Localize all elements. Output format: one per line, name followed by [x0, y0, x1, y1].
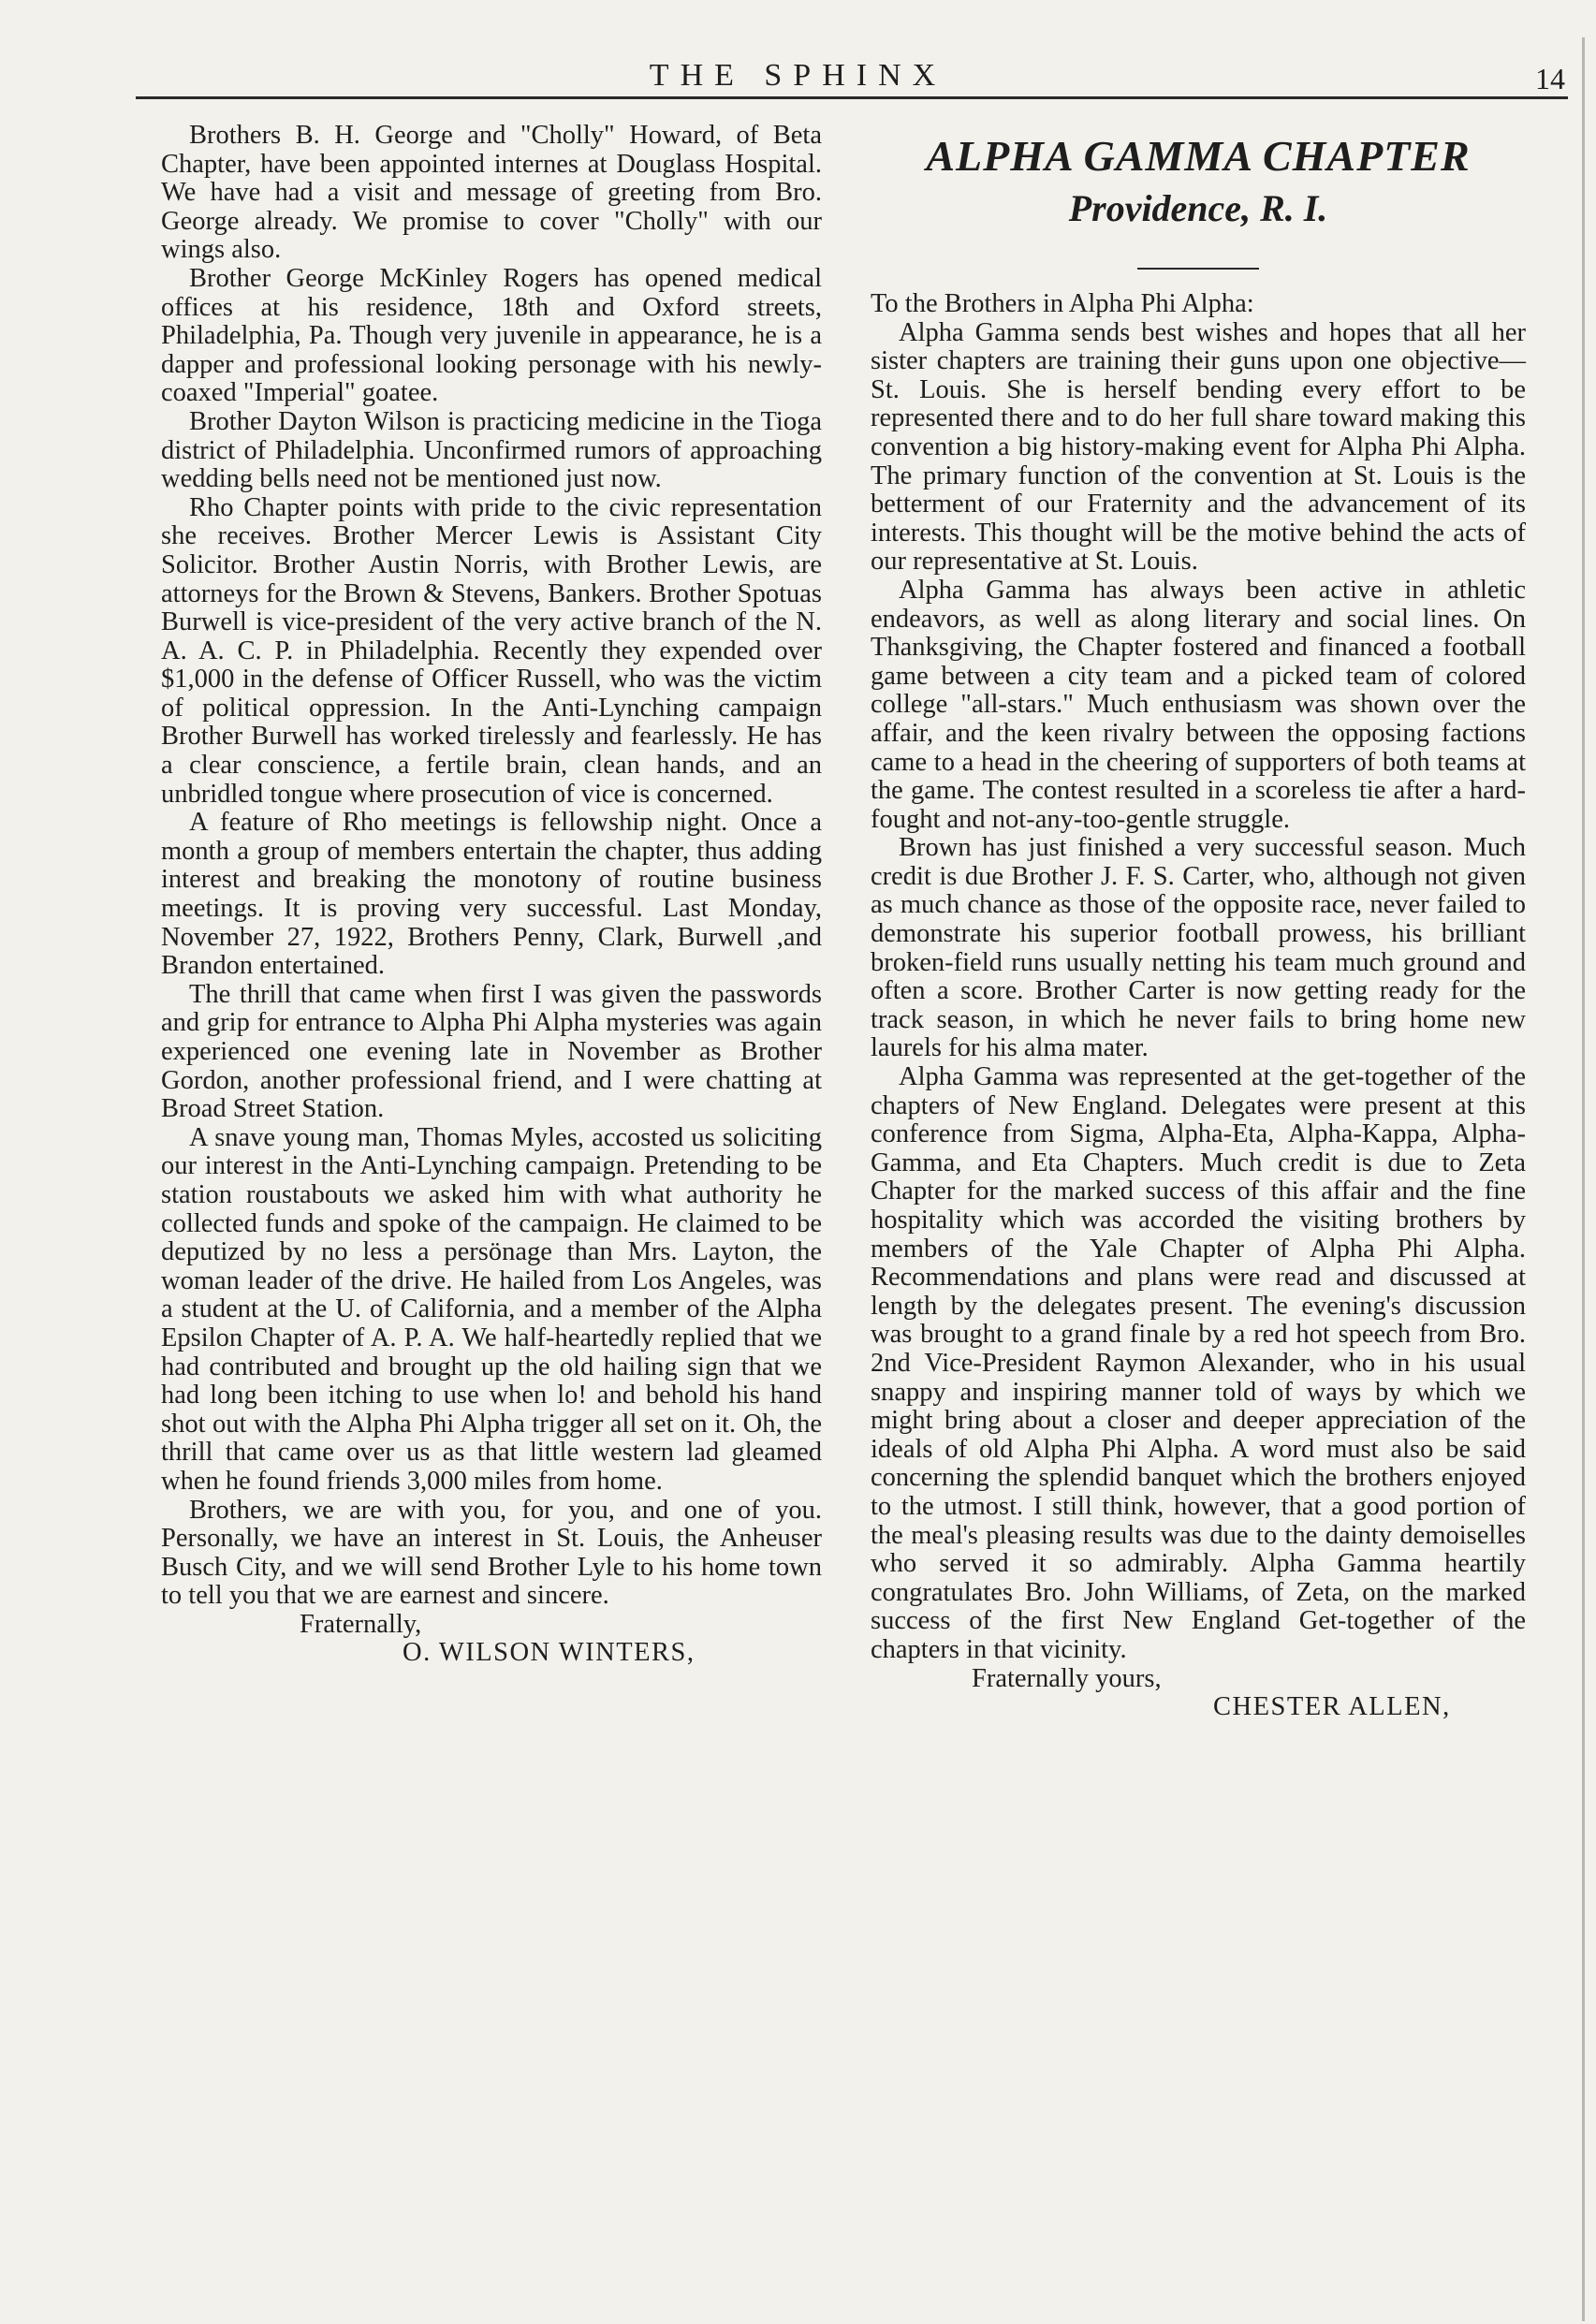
article-paragraph: Rho Chapter points with pride to the civic representation she receives. Brother Mercer Lewis is Assistant City Solicitor. Brother Austin Norris, with Brother Lewis, are attorneys for the Brown & Stevens, Bankers. Brother Spotuas Burwell is vice-president of the very active branch of the N. A. A. C. P. in Philadelphia. Recently they expended over $1,000 in the defense of Officer Russell, who was the victim of political oppression. In the Anti-Lynching campaign Brother Burwell has worked tirelessly and fearlessly. He has a clear conscience, a fertile brain, clean hands, and an unbridled tongue where prosecution of vice is concerned.: [161, 492, 822, 809]
title-divider: [1137, 268, 1259, 270]
article-paragraph: The thrill that came when first I was given the passwords and grip for entrance to Alpha Phi Alpha mysteries was again experienced one evening late in November as Brother Gordon, another professional friend, and I were chatting at Broad Street Station.: [161, 979, 822, 1124]
chapter-location: Providence, R. I.: [1068, 187, 1328, 229]
article-paragraph: Brothers B. H. George and "Cholly" Howard, of Beta Chapter, have been appointed internes at Douglass Hospital. We have had a visit and message of greeting from Bro. George already. We promise to cover "Cholly" with our wings also.: [161, 121, 822, 265]
running-title: THE SPHINX: [649, 58, 947, 93]
article-paragraph: Alpha Gamma has always been active in athletic endeavors, as well as along literary and social lines. On Thanksgiving, the Chapter fostered and financed a football game between a city team and a picked team of colored college "all-stars." Much enthusiasm was shown over the affair, and the keen rivalry between the opposing factions came to a head in the cheering of supporters of both teams at the game. The contest resulted in a scoreless tie after a hard-fought and not-any-too-gentle struggle.: [871, 575, 1526, 834]
chapter-title: ALPHA GAMMA CHAPTER: [926, 132, 1471, 180]
salutation: To the Brothers in Alpha Phi Alpha:: [871, 289, 1254, 318]
author-signature: O. WILSON WINTERS,: [403, 1638, 696, 1668]
article-paragraph: Brothers, we are with you, for you, and one of you. Personally, we have an interest in St. Louis, the Anheuser Busch City, and we will send Brother Lyle to his home town to tell you that we are earnest and sincere.: [161, 1495, 822, 1611]
article-paragraph: A feature of Rho meetings is fellowship night. Once a month a group of members entertain the chapter, thus adding interest and breaking the monotony of routine business meetings. It is proving very successful. Last Monday, November 27, 1922, Brothers Penny, Clark, Burwell ,and Brandon entertained.: [161, 808, 822, 981]
page-edge-shadow: [1582, 37, 1585, 2321]
article-paragraph: Brother Dayton Wilson is practicing medicine in the Tioga district of Philadelphia. Unconfirmed rumors of approaching wedding bells need not be mentioned just now.: [161, 406, 822, 494]
page-number: 14: [1535, 62, 1565, 95]
article-paragraph: Alpha Gamma sends best wishes and hopes that all her sister chapters are training their guns upon one objective—St. Louis. She is herself bending every effort to be represented there and to do her full share toward making this convention a big history-making event for Alpha Phi Alpha. The primary function of the convention at St. Louis is the betterment of our Fraternity and the advancement of its interests. This thought will be the motive behind the acts of our representative at St. Louis.: [871, 317, 1526, 577]
header-rule: [136, 96, 1568, 99]
closing-line: Fraternally,: [300, 1609, 422, 1639]
article-paragraph: Alpha Gamma was represented at the get-together of the chapters of New England. Delegates were present at this conference from Sigma, Alpha-Eta, Alpha-Kappa, Alpha-Gamma, and Eta Chapters. Much credit is due to Zeta Chapter for the marked success of this affair and the fine hospitality which was accorded the visiting brothers by members of the Yale Chapter of Alpha Phi Alpha. Recommendations and plans were read and discussed at length by the delegates present. The evening's discussion was brought to a grand finale by a red hot speech from Bro. 2nd Vice-President Raymon Alexander, who in his usual snappy and inspiring manner told of ways by which we might bring about a closer and deeper appreciation of the ideals of old Alpha Phi Alpha. A word must also be said concerning the splendid banquet which the brothers enjoyed to the utmost. I still think, however, that a good portion of the meal's pleasing results was due to the dainty demoiselles who served it so admirably. Alpha Gamma heartily congratulates Bro. John Williams, of Zeta, on the marked success of the first New England Get-together of the chapters in that vicinity.: [871, 1062, 1526, 1664]
article-paragraph: A snave young man, Thomas Myles, accosted us soliciting our interest in the Anti-Lynching campaign. Pretending to be station roustabouts we asked him with what authority he collected funds and spoke of the campaign. He claimed to be deputized by no less a persönage than Mrs. Layton, the woman leader of the drive. He hailed from Los Angeles, was a student at the U. of California, and a member of the Alpha Epsilon Chapter of A. P. A. We half-heartedly replied that we had contributed and brought up the old hailing sign that we had long been itching to use when lo! and behold his hand shot out with the Alpha Phi Alpha trigger all set on it. Oh, the thrill that came over us as that little western lad gleamed when he found friends 3,000 miles from home.: [161, 1122, 822, 1496]
article-paragraph: Brown has just finished a very successful season. Much credit is due Brother J. F. S. Carter, who, although not given as much chance as those of the opposite race, never failed to demonstrate his superior football prowess, his brilliant broken-field runs usually netting his team much ground and often a score. Brother Carter is now getting ready for the track season, in which he never fails to bring home new laurels for his alma mater.: [871, 833, 1526, 1063]
right-column: [871, 120, 1526, 1722]
article-paragraph: Brother George McKinley Rogers has opened medical offices at his residence, 18th and Oxford streets, Philadelphia, Pa. Though very juvenile in appearance, he is a dapper and professional looking personage with his newly-coaxed "Imperial" goatee.: [161, 263, 822, 408]
closing-line: Fraternally yours,: [972, 1663, 1162, 1693]
author-signature: CHESTER ALLEN,: [1213, 1692, 1451, 1722]
left-column: [161, 122, 822, 1668]
